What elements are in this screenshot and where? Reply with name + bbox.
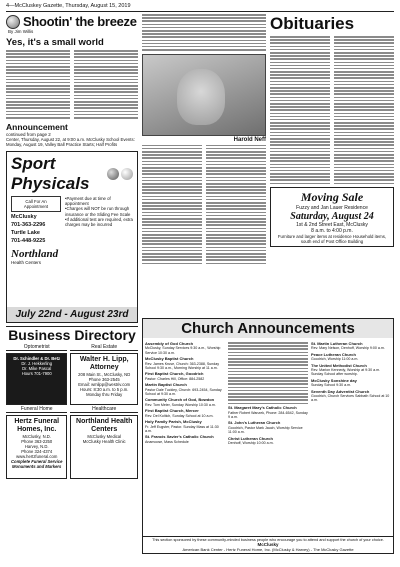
- church-entry-text: Anamoose, Mass Schedule: [145, 439, 189, 444]
- northland-loc1: McClusky Medical: [87, 433, 122, 439]
- optometrist-line2: Dr. J. Hekkerling: [21, 360, 53, 366]
- optometrist-phone: Hours 701-7900: [21, 370, 52, 376]
- church-footer-town: McClusky: [257, 542, 279, 547]
- church-entry-heading: Assembly of God Church: [145, 341, 194, 346]
- middle-body-text-2: [206, 145, 266, 265]
- physicals-dates: July 22nd - August 23rd: [7, 307, 137, 322]
- middle-body-text-1: [142, 145, 202, 265]
- church-entry-heading: St. Francis Xavier's Catholic Church: [145, 434, 214, 440]
- column-masthead: [6, 14, 138, 29]
- obituary-text-2: [334, 36, 394, 184]
- moving-sale-street: 1st & 2nd Street East, McClusky: [296, 222, 368, 229]
- church-entry-text: Pastor Dale Tuckley, Church: 693-2454, Sunday School at 9:30 a.m.: [145, 387, 222, 397]
- hertz-card: [6, 415, 67, 479]
- moving-sale-items: Furniture and larger items at residence Household items, south end of Post Office Building: [277, 234, 387, 245]
- sport-balls: [107, 168, 133, 180]
- hertz-web: www.hertzfuneral.com: [16, 453, 58, 459]
- column-body-text-2: [74, 50, 138, 119]
- church-entry-heading: McClusky Sonshine day: [311, 377, 357, 383]
- obituary-text-1: [270, 36, 330, 184]
- lipp-phone: Phone 363-2545: [88, 376, 120, 382]
- church-entry-text: Fr. Jeff Eugster, Pastor. Sunday Mass at 11:30 a.m.: [145, 424, 219, 433]
- sport-physicals-ad: [6, 151, 138, 323]
- column-title: Shootin' the breeze: [23, 14, 137, 29]
- announcement-text: Center, Thursday, August 22, at 9:00 a.m. McClusky School Events: Monday, August 19, Valley Ball Practice Starts; Half Profits: [6, 136, 135, 147]
- church-footer: [143, 536, 393, 553]
- church-entry-heading: McClusky Baptist Church: [145, 356, 194, 362]
- moving-sale-detail: Fuzzy and Jan Lauer Residence: [296, 205, 368, 212]
- clinic-phone: 701-363-2296: [11, 221, 46, 228]
- sport-physicals-header: [7, 152, 137, 194]
- hertz-phone1: Phone 363-2250: [21, 438, 53, 444]
- photo-caption: Harold Neff: [233, 136, 266, 143]
- lipp-address: 208 Main St., McClusky, ND: [78, 371, 131, 377]
- church-entry-heading: Seventh Day Adventist Church: [311, 388, 370, 394]
- optometrist-line1: Dr. Schindler & Dr. Betz: [13, 355, 61, 361]
- church-entry-heading: Christ Lutheran Church: [228, 435, 273, 441]
- church-entry-text: Sunday School 9:30 a.m.: [311, 383, 352, 388]
- church-entry-text: Denhoff, Worship 10:00 a.m.: [228, 441, 274, 445]
- running-head: 4—McCluskey Gazette, Thursday, August 15, 2019: [6, 3, 131, 9]
- church-col-3: [311, 340, 391, 445]
- church-entry-text: McClusky, Sunday Services 9:30 a.m., Worship Service 10:30 a.m.: [145, 346, 221, 355]
- church-entry-heading: St. John's Lutheran Church: [228, 420, 281, 426]
- church-entry-heading: First Baptist Church, Mercer: [145, 408, 199, 414]
- middle-top-text: [142, 14, 266, 51]
- church-entry-text: Rev. Tom Meier, Sunday Worship 10:30 a.m.: [145, 402, 216, 407]
- portrait-face: [177, 69, 225, 125]
- category-funeral: Funeral Home: [6, 406, 67, 413]
- northland-logo: [7, 246, 137, 267]
- church-entry-text: Rev. Marion Kennedy, Worship at 9:30 a.m. Sunday School after worship.: [311, 368, 381, 377]
- church-announcements: [142, 318, 394, 554]
- northland-card-name: Northland Health Centers: [76, 417, 133, 433]
- harold-neff-photo: [142, 54, 266, 136]
- sport-physicals-body: [7, 194, 137, 246]
- category-healthcare: Healthcare: [70, 406, 138, 413]
- business-directory-title: Business Directory: [8, 326, 136, 343]
- column-byline: By Jim Willis: [8, 29, 34, 34]
- category-real-estate: Real Estate: [70, 344, 138, 351]
- middle-column: [142, 14, 266, 264]
- bullet-tests: • If additional test are required, extra charges may be incurred: [65, 217, 133, 227]
- business-directory: [6, 326, 138, 479]
- moving-sale-date: Saturday, August 24: [290, 211, 374, 223]
- announcement-title: Announcement: [6, 121, 68, 132]
- obituaries-title: Obituaries: [270, 14, 355, 33]
- moving-sale-title: Moving Sale: [300, 190, 364, 205]
- hertz-phone2: Phone 324-4374: [21, 448, 53, 454]
- moving-sale-time: 8 a.m. to 4:00 p.m.: [311, 228, 353, 235]
- church-columns: [143, 338, 393, 447]
- church-entry-text: Rev. Mary Nelson, Denhoff, Worship 9:00 a.m.: [311, 346, 385, 351]
- business-grid-bottom: [6, 406, 138, 479]
- church-entry-text: Pastor: Charles Hill, Office: 884-2582: [145, 376, 205, 381]
- hertz-name: Hertz Funeral Homes, Inc.: [14, 417, 60, 433]
- lipp-name: Walter H. Lipp, Attorney: [79, 355, 129, 371]
- church-entry-heading: St. Margaret Mary's Catholic Church: [228, 405, 297, 411]
- northland-logo-text: Northland: [11, 247, 59, 260]
- lipp-email: Email: wmlipp@westriv.com: [78, 381, 131, 387]
- church-entry-heading: Holy Family Parish, McClusky: [145, 419, 202, 425]
- church-entry-heading: The United Methodist Church: [311, 362, 367, 368]
- football-icon: [107, 168, 119, 180]
- call-box: Call For An Appointment: [11, 196, 61, 212]
- church-title: Church Announcements: [143, 319, 393, 338]
- church-entry-heading: Community Church of God, Bowdon: [145, 397, 215, 403]
- hertz-tagline: Complete Funeral Service Monuments and Markers: [10, 458, 63, 469]
- sport-bullets: [65, 196, 133, 244]
- hertz-city1: McClusky, N.D.: [22, 433, 51, 439]
- lipp-hours: Hours: 8:30 a.m. to 5 p.m. Monday thru Friday: [80, 386, 129, 397]
- lipp-card: [70, 353, 138, 405]
- bullet-payment: • Payment due at time of appointment: [65, 196, 133, 206]
- balloon-icon: [6, 15, 20, 29]
- left-column: [6, 14, 138, 479]
- moving-sale-ad: [270, 187, 394, 247]
- church-entry-text: Rev. James Kruse, Church: 363-2388, Sunday School 9:30 a.m., Morning Worship at 11 a.m.: [145, 361, 220, 371]
- right-column: [270, 14, 394, 247]
- volleyball-icon: [121, 168, 133, 180]
- obituary-body: [270, 36, 394, 184]
- optometrist-line3: Dr. Mike Pascal: [22, 365, 52, 371]
- church-entry-heading: First Baptist Church, Goodrich: [145, 371, 204, 377]
- bullet-insurance: • Charges will NOT be run through insurance or the Sliding Fee Scale: [65, 206, 133, 216]
- church-col-2-text: [228, 342, 308, 404]
- middle-body: [142, 145, 266, 265]
- clinic-name: McClusky: [11, 213, 37, 220]
- church-col-1: [145, 340, 225, 445]
- category-optometrist: Optometrist: [6, 344, 67, 351]
- column-body: [6, 50, 138, 119]
- church-entry-text: Rev. Del Koltich, Sunday School at 10 a.m.: [145, 413, 214, 418]
- optometrist-card: [6, 353, 67, 405]
- column-headline: Yes, it's a small world: [6, 37, 104, 48]
- turtle-lake-name: Turtle Lake: [11, 229, 40, 236]
- top-rule: [6, 11, 394, 12]
- church-entry-heading: St. Martin Lutheran Church: [311, 341, 363, 346]
- church-col-2: [228, 340, 308, 445]
- turtle-lake-phone: 701-448-9225: [11, 237, 46, 244]
- church-entry-text: Goodrich, Worship 11:00 a.m.: [311, 357, 359, 362]
- northland-card: [70, 415, 138, 479]
- church-entry-text: Goodrich, Pastor Mark Jauch, Worship Service 11:00 a.m.: [228, 425, 303, 435]
- column-body-text-1: [6, 50, 70, 119]
- church-footer-note: This section sponsored by these community-minded business people who encourage you to attend and support the church of your choice.: [152, 538, 384, 542]
- church-entry-heading: Peace Lutheran Church: [311, 351, 356, 357]
- church-footer-sponsors: American Bank Center - Hertz Funeral Home, Inc. (McClusky & Harvey) - The McClusky Gazette: [182, 547, 354, 552]
- northland-logo-sub: Health Centers: [11, 259, 42, 265]
- church-entry-text: Father Robert Wanzek, Phone: 284-6542, Sunday 9 a.m.: [228, 410, 308, 419]
- hertz-city2: Harvey, N.D.: [24, 443, 49, 449]
- church-entry-heading: Martin Baptist Church: [145, 382, 187, 388]
- business-grid-top: [6, 344, 138, 405]
- church-entry-text: Goodrich, Church Services Sabbath School at 10 a.m.: [311, 394, 390, 403]
- sport-contacts: [11, 196, 61, 244]
- sport-physicals-title: Sport Physicals: [11, 153, 90, 193]
- northland-loc2: McClusky Health Clinic: [82, 438, 126, 444]
- announcement-continued: continued from page 2: [6, 131, 51, 137]
